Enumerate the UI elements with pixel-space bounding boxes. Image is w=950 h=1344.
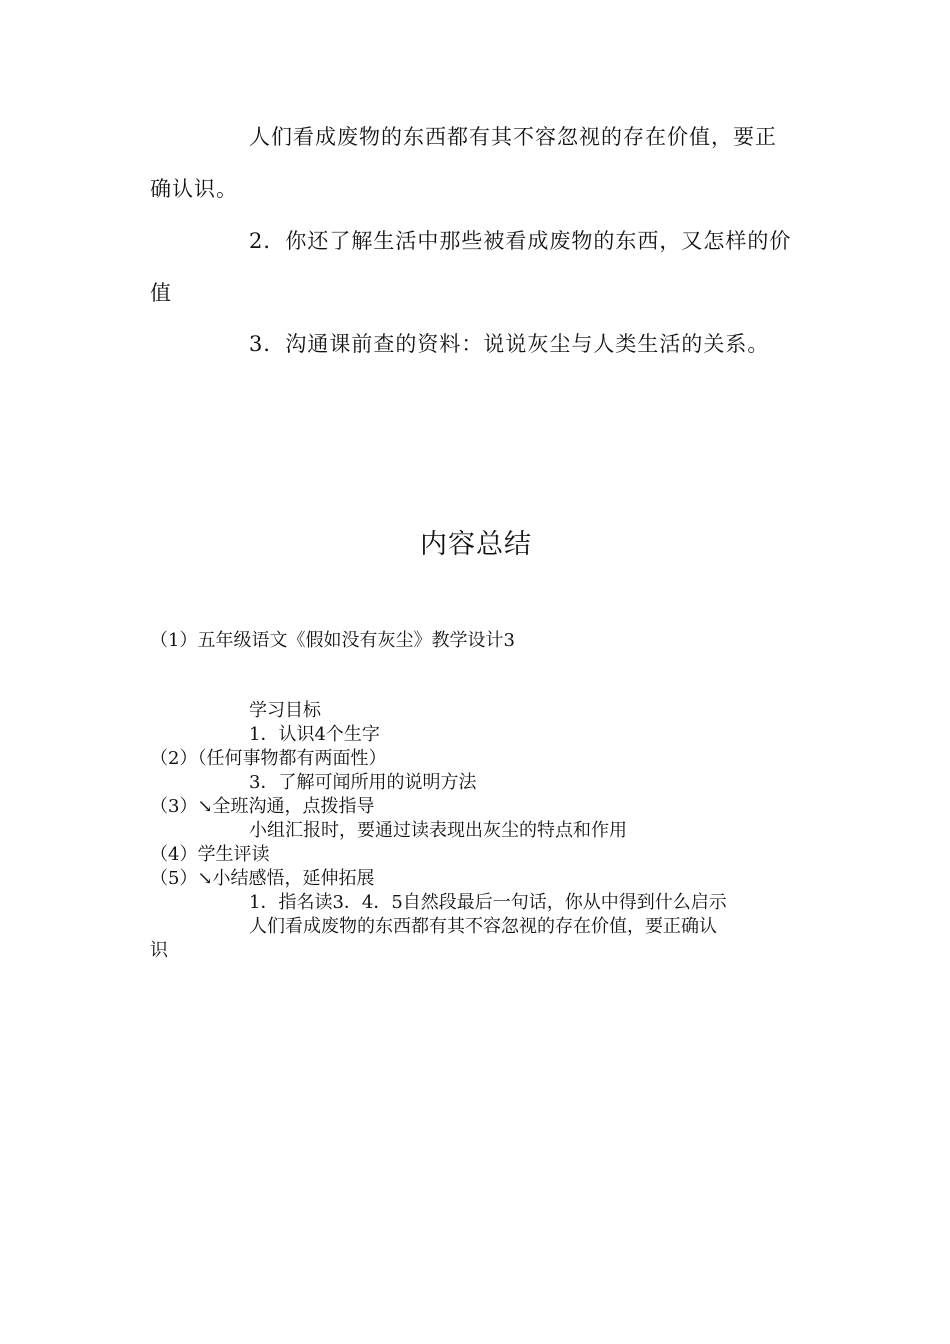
summary-line-5: 3．了解可闻所用的说明方法 bbox=[249, 772, 477, 793]
summary-line-8: （4）学生评读 bbox=[150, 844, 270, 865]
summary-line-12: 识 bbox=[150, 940, 168, 961]
paragraph-2-line-1: 2．你还了解生活中那些被看成废物的东西，又怎样的价 bbox=[249, 229, 792, 253]
summary-line-6: （3）↘全班沟通，点拨指导 bbox=[150, 796, 375, 817]
paragraph-1-line-2: 确认识。 bbox=[150, 177, 238, 201]
summary-line-3: 1．认识4个生字 bbox=[249, 724, 380, 745]
summary-line-11: 人们看成废物的东西都有其不容忽视的存在价值，要正确认 bbox=[249, 916, 717, 937]
summary-line-2: 学习目标 bbox=[249, 700, 321, 721]
paragraph-3-line-1: 3．沟通课前查的资料：说说灰尘与人类生活的关系。 bbox=[249, 332, 770, 356]
summary-line-4: （2）（任何事物都有两面性） bbox=[150, 748, 387, 769]
paragraph-1-line-1: 人们看成废物的东西都有其不容忽视的存在价值，要正 bbox=[249, 125, 777, 149]
summary-heading: 内容总结 bbox=[420, 529, 532, 560]
summary-line-7: 小组汇报时，要通过读表现出灰尘的特点和作用 bbox=[249, 820, 627, 841]
summary-line-1: （1）五年级语文《假如没有灰尘》教学设计3 bbox=[150, 630, 515, 651]
paragraph-2-line-2: 值 bbox=[150, 281, 172, 305]
summary-line-10: 1．指名读3．4．5自然段最后一句话，你从中得到什么启示 bbox=[249, 892, 727, 913]
summary-line-9: （5）↘小结感悟，延伸拓展 bbox=[150, 868, 375, 889]
